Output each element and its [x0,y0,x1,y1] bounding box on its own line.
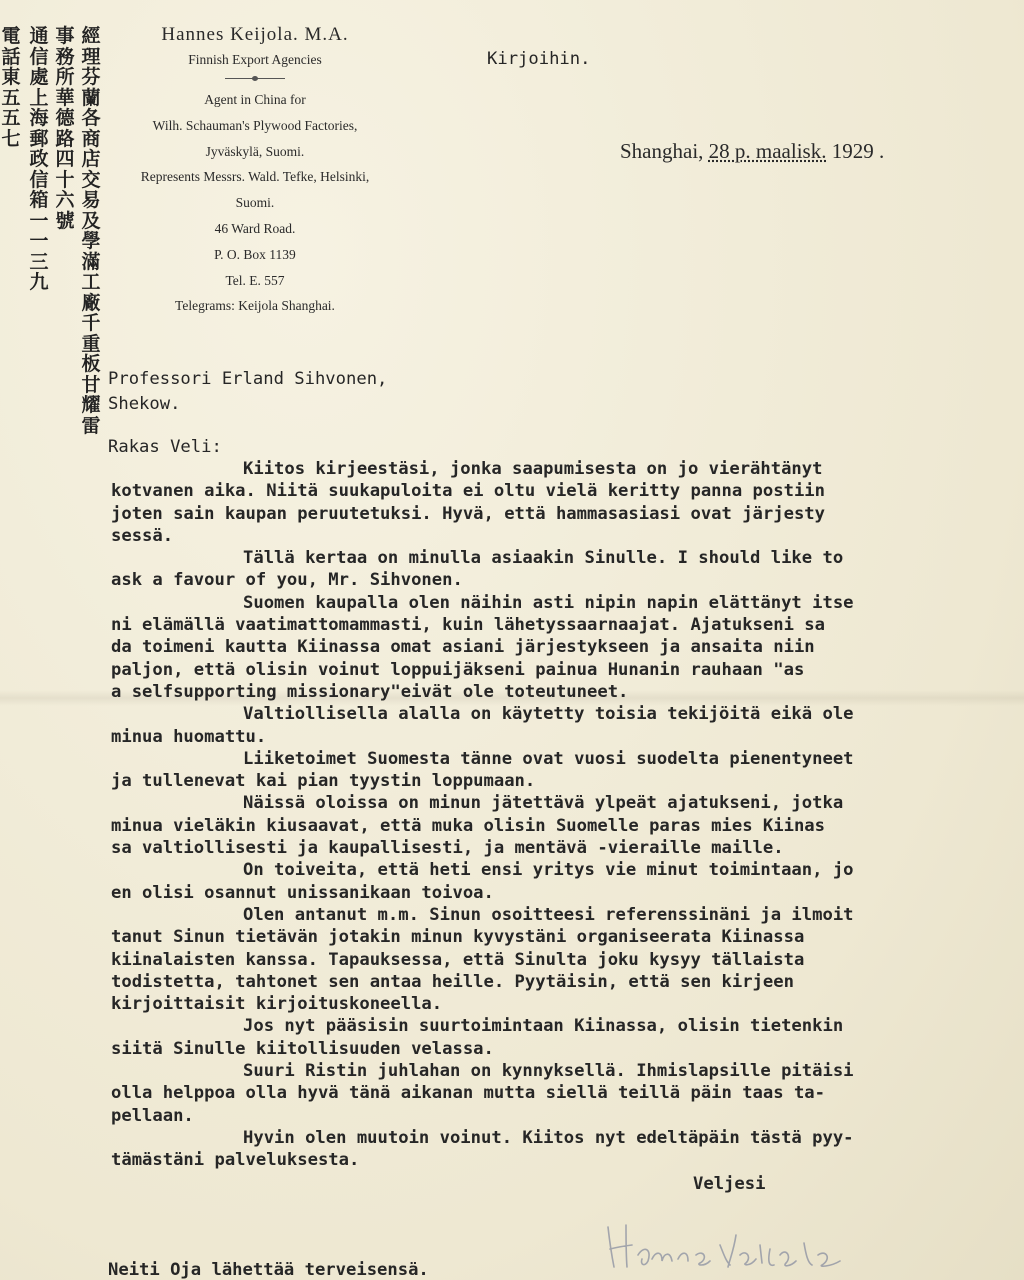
body-line: paljon, että olisin voinut loppuijäkseni painua Hunanin rauhaan "as [111,659,805,680]
closing: Veljesi [693,1174,766,1194]
letterhead-line: Tel. E. 557 [225,272,285,288]
body-line: Suomen kaupalla olen näihin asti nipin napin elättänyt itse [243,592,854,613]
body-line: joten sain kaupan peruutetuksi. Hyvä, että hammasasiasi ovat järjesty [111,503,825,524]
date-year: 1929 . [831,139,885,163]
recipient-name: Professori Erland Sihvonen, [108,369,388,389]
letterhead-line: Wilh. Schauman's Plywood Factories, [152,117,358,133]
postscript: Neiti Oja lähettää terveisensä. [108,1260,429,1280]
body-line: todistetta, tahtonet sen antaa heille. Pyytäisin, että sen kirjeen [111,971,794,992]
letterhead-name: Hannes Keijola. M.A. [161,24,349,45]
body-line: en olisi osannut unissanikaan toivoa. [111,882,494,903]
body-line: minua vieläkin kiusaavat, että muka olisin Suomelle paras mies Kiinas [111,815,825,836]
body-line: On toiveita, että heti ensi yritys vie minut toimintaan, jo [243,860,854,881]
body-line: Hyvin olen muutoin voinut. Kiitos nyt edeltäpäin tästä pyy- [243,1127,854,1148]
letterhead-company: Finnish Export Agencies [188,52,322,67]
body-line: Näissä oloissa on minun jätettävä ylpeät ajatukseni, jotka [243,793,844,814]
body-line: siitä Sinulle kiitollisuuden velassa. [111,1038,494,1059]
date-place: Shanghai, [620,139,704,163]
body-line: kirjoittaisit kirjoituskoneella. [111,994,443,1015]
body-line: Liiketoimet Suomesta tänne ovat vuosi suodelta pienentyneet [243,748,854,769]
body-line: ja tullenevat kai pian tyystin loppumaan. [111,771,536,792]
body-line: Jos nyt pääsisin suurtoimintaan Kiinassa, olisin tietenkin [243,1016,844,1037]
filing-note: Kirjoihin. [487,49,591,69]
body-line: Suuri Ristin juhlahan on kynnyksellä. Ihmislapsille pitäisi [243,1061,854,1082]
salutation: Rakas Veli: [108,437,222,457]
chinese-column-phone: 電 話 東 五 五 七 [1,25,21,150]
handwritten-signature [600,1215,940,1275]
letterhead-line: Jyväskylä, Suomi. [205,143,305,159]
letterhead-line: Telegrams: Keijola Shanghai. [175,298,335,314]
body-line: sa valtiollisesti ja kaupallisesti, ja mentävä -vieraille maille. [111,838,784,859]
body-line: Kiitos kirjeestäsi, jonka saapumisesta on jo vierähtänyt [243,459,823,479]
body-line: da toimeni kautta Kiinassa omat asiani järjestykseen ja ansaita niin [111,637,815,658]
letterhead-line: 46 Ward Road. [214,220,296,236]
letter-body [111,458,1024,1172]
body-line: kotvanen aika. Niitä suukapuloita ei oltu vielä keritty panna postiin [111,481,825,502]
body-line: sessä. [111,525,174,546]
chinese-column-agency: 經 理 芬 蘭 各 商 店 交 易 及 學 滿 工 廠 千 重 板 甘 耀 雷 [81,25,101,437]
body-line: a selfsupporting missionary"eivät ole toteutuneet. [111,681,629,702]
letterhead-line: Represents Messrs. Wald. Tefke, Helsinki, [140,169,370,185]
body-line: olla helppoa olla hyvä tänä aikanan mutta siellä teillä päin taas ta- [111,1083,825,1104]
letterhead-divider [225,78,285,79]
letterhead-line: Agent in China for [204,92,306,107]
letterhead [105,24,405,319]
date-day-month: 28 p. maalisk. [708,139,827,163]
body-line: kiinalaisten kanssa. Tapauksessa, että Sinulta joku kysyy tällaista [111,949,805,970]
body-line: Olen antanut m.m. Sinun osoitteesi referenssinäni ja ilmoit [243,904,854,925]
letterhead-line: P. O. Box 1139 [214,246,296,262]
chinese-column-office: 事 務 所 華 德 路 四 十 六 號 [55,25,75,232]
body-line: tämästäni palveluksesta. [111,1150,360,1171]
body-line: minua huomattu. [111,726,267,747]
body-line: tanut Sinun tietävän jotakin minun kyvystäni organiseerata Kiinassa [111,927,805,948]
body-line: pellaan. [111,1105,194,1126]
body-line: ask a favour of you, Mr. Sihvonen. [111,570,463,591]
body-line: Valtiollisella alalla on käytetty toisia tekijöitä eikä ole [243,704,854,725]
recipient-place: Shekow. [108,394,181,414]
letterhead-line: Suomi. [235,195,275,211]
chinese-column-postbox: 通 信 處 上 海 郵 政 信 箱 一 一 三 九 [29,25,49,293]
body-line: Tällä kertaa on minulla asiaakin Sinulle. I should like to [243,548,844,569]
body-line: ni elämällä vaatimattomammasti, kuin lähetyssaarnaajat. Ajatukseni sa [111,615,825,636]
dateline [620,139,884,164]
